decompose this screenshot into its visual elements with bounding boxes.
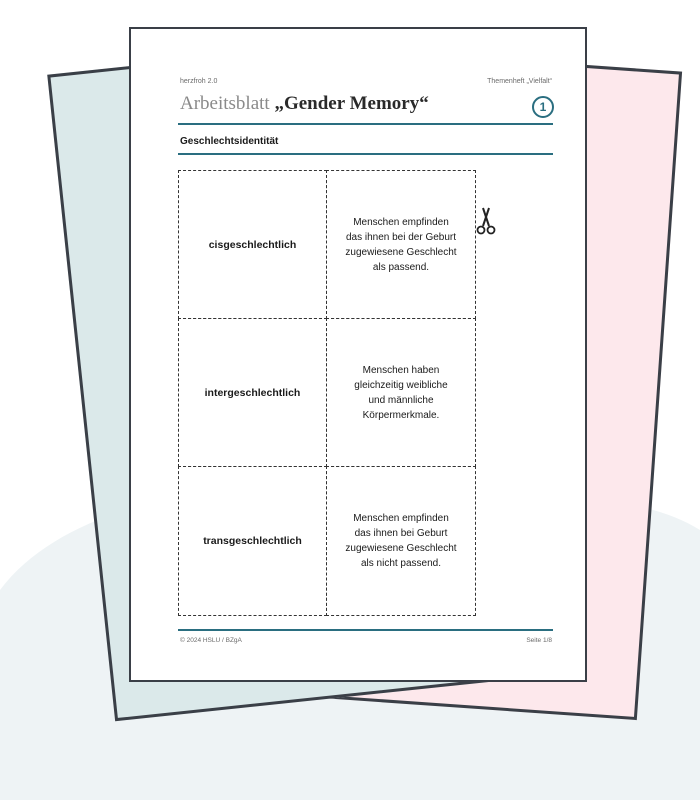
memory-card-description[interactable] (326, 318, 476, 467)
card-term-text: transgeschlechtlich (203, 535, 302, 547)
memory-card-term[interactable] (178, 466, 327, 616)
footer-rule (178, 629, 553, 631)
description-line: Menschen empfinden (353, 513, 449, 524)
footer-page-number: Seite 1/8 (526, 637, 552, 644)
description-line: Menschen haben (362, 364, 440, 376)
section-title: Geschlechtsidentität (180, 136, 279, 147)
title-main: „Gender Memory“ (274, 93, 429, 114)
description-line: Menschen empfinden (353, 216, 449, 228)
description-line: als nicht passend. (360, 558, 442, 569)
memory-card-description[interactable] (326, 466, 476, 616)
description-line: Körpermerkmale. (362, 409, 440, 421)
header-series-label: herzfroh 2.0 (180, 78, 218, 85)
card-term-text: intergeschlechtlich (204, 386, 301, 399)
card-description-text (339, 215, 464, 275)
description-line: das ihnen bei der Geburt (345, 231, 457, 243)
worksheet-number-badge: 1 (532, 96, 554, 118)
worksheet-page (129, 27, 587, 682)
description-line: zugewiesene Geschlecht (345, 543, 457, 554)
card-description-text (339, 511, 464, 571)
memory-card-description[interactable] (326, 170, 476, 319)
header-booklet-label: Themenheft „Vielfalt“ (487, 78, 552, 85)
description-line: das ihnen bei Geburt (354, 528, 448, 539)
section-rule (178, 153, 553, 155)
footer-copyright: © 2024 HSLU / BZgA (180, 637, 242, 644)
scissors-icon (474, 206, 498, 236)
card-term-text: cisgeschlechtlich (208, 238, 297, 251)
title-prefix: Arbeitsblatt (180, 93, 275, 114)
description-line: als passend. (372, 261, 430, 273)
memory-card-term[interactable] (178, 170, 327, 319)
description-line: zugewiesene Geschlecht (345, 246, 457, 258)
card-description-text (339, 363, 464, 423)
page-title (180, 93, 429, 115)
description-line: gleichzeitig weibliche (354, 379, 448, 391)
description-line: und männliche (368, 394, 434, 406)
title-rule (178, 123, 553, 125)
memory-card-term[interactable] (178, 318, 327, 467)
